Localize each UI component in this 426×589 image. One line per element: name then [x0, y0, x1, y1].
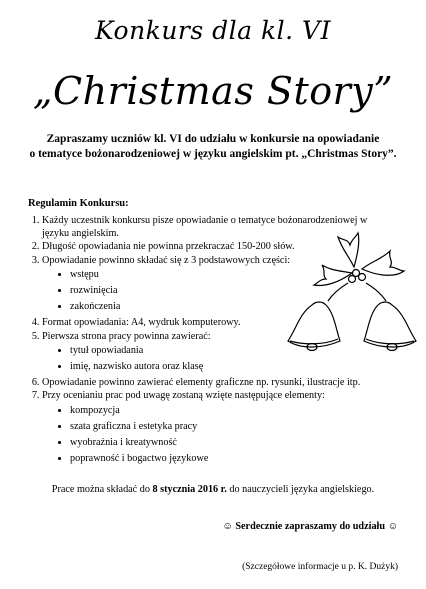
intro-line-1: Zapraszamy uczniów kl. VI do udziału w konkursie na opowiadanie — [46, 133, 380, 145]
rule-item: 6. Opowiadanie powinno zawierać elementy graficzne np. rysunki, ilustracje itp. — [42, 376, 372, 389]
rule-subitem: • kompozycja — [70, 404, 372, 417]
rule-subitem: • poprawność i bogactwo językowe — [70, 452, 372, 465]
rule-item: 4. Format opowiadania: A4, wydruk komputerowy. — [42, 316, 372, 329]
rules-heading: Regulamin Konkursu: — [28, 198, 129, 209]
details-note: (Szczegółowe informacje u p. K. Dużyk) — [242, 562, 398, 572]
rule-item: 7. Przy ocenianiu prac pod uwagę zostaną wzięte następujące elementy: • kompozycja • szata graficzna i estetyka pracy • wyobraźnia i kreatywność • poprawność i bogactwo językowe — [42, 389, 372, 465]
rule-subitem: • rozwinięcia — [70, 284, 372, 297]
page-title: Konkurs dla kl. VI — [95, 16, 331, 45]
rule-subitem: • szata graficzna i estetyka pracy — [70, 420, 372, 433]
deadline-date: 8 stycznia 2016 r. — [152, 484, 227, 495]
intro-line-2: o tematyce bożonarodzeniowej w języku angielskim pt. „Christmas Story”. — [29, 148, 397, 160]
rule-sublist — [42, 404, 372, 466]
deadline-text: Prace można składać do 8 stycznia 2016 r. do nauczycieli języka angielskiego. — [51, 484, 375, 495]
rule-item: 3. Opowiadanie powinno składać się z 3 podstawowych części: • wstępu • rozwinięcia • zakończenia — [42, 254, 372, 314]
invite-text: ☺ Serdecznie zapraszamy do udziału ☺ — [222, 521, 398, 532]
rule-item: 5. Pierwsza strona pracy powinna zawierać: • tytuł opowiadania • imię, nazwisko autora oraz klasę — [42, 330, 372, 374]
christmas-bells-holly-icon — [282, 225, 422, 365]
story-title: „Christmas Story” — [32, 69, 394, 113]
rule-subitem: • zakończenia — [70, 300, 372, 313]
rule-subitem: • wyobraźnia i kreatywność — [70, 436, 372, 449]
rule-subitem: • wstępu — [70, 268, 372, 281]
rule-item: 1. Każdy uczestnik konkursu pisze opowiadanie o tematyce bożonarodzeniowej w języku angielskim. — [42, 214, 372, 240]
rule-item: 2. Długość opowiadania nie powinna przekraczać 150-200 słów. — [42, 240, 372, 253]
rule-subitem: • tytuł opowiadania — [70, 344, 372, 357]
rule-subitem: • imię, nazwisko autora oraz klasę — [70, 360, 372, 373]
intro-text — [0, 132, 426, 162]
